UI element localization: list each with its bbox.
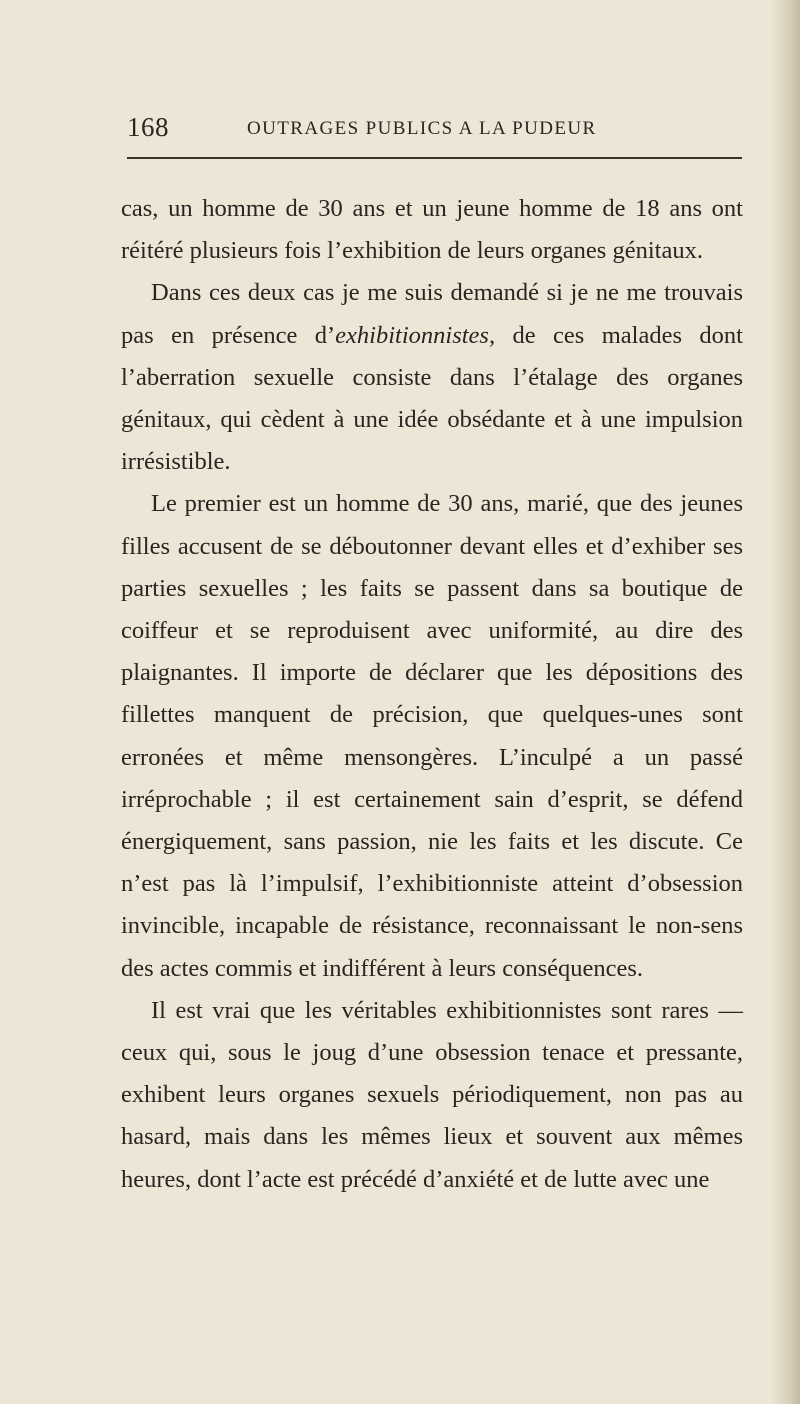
running-head: OUTRAGES PUBLICS A LA PUDEUR [247,118,597,139]
paragraph-2-emphasis: exhibitionnistes, [335,321,496,349]
paragraph-1: cas, un homme de 30 ans et un jeune homme de 18 ans ont réitéré plusieurs fois l’exhibition de leurs organes génitaux. [121,195,743,265]
page-number: 168 [127,112,169,142]
paragraph-2-text-after: de ces malades dont l’aberration sexuelle consiste dans l’étalage des organes génitaux, qui cèdent à une idée obsédante et à une impulsion irrésistible. [121,321,743,476]
paragraph-2-text-before: Dans ces deux cas je me suis demandé si je ne me trouvais pas en présence d’ [121,279,743,349]
header-rule [127,157,742,159]
paragraph-3: Le premier est un homme de 30 ans, marié, que des jeunes filles accusent de se déboutonner devant elles et d’exhiber ses parties sexuelles ; les faits se passent dans sa boutique de coiffeur et se reproduisent avec uniformité, au dire des plaignantes. Il importe de déclarer que les dépositions des fillettes manquent de précision, que quelques-unes sont erronées et même mensongères. L’inculpé a un passé irréprochable ; il est certainement sain d’esprit, se défend énergiquement, sans passion, nie les faits et les discute. Ce n’est pas là l’impulsif, l’exhibitionniste atteint d’obsession invincible, incapable de résistance, reconnaissant le non-sens des actes commis et indifférent à leurs conséquences. [121,490,743,982]
body-text [121,188,743,1201]
paragraph-4: Il est vrai que les véritables exhibitionnistes sont rares — ceux qui, sous le joug d’une obsession tenace et pressante, exhibent leurs organes sexuels périodiquement, non pas au hasard, mais dans les mêmes lieux et souvent aux mêmes heures, dont l’acte est précédé d’anxiété et de lutte avec une [121,996,743,1193]
page-header [127,112,742,152]
paragraph-2 [121,272,743,483]
